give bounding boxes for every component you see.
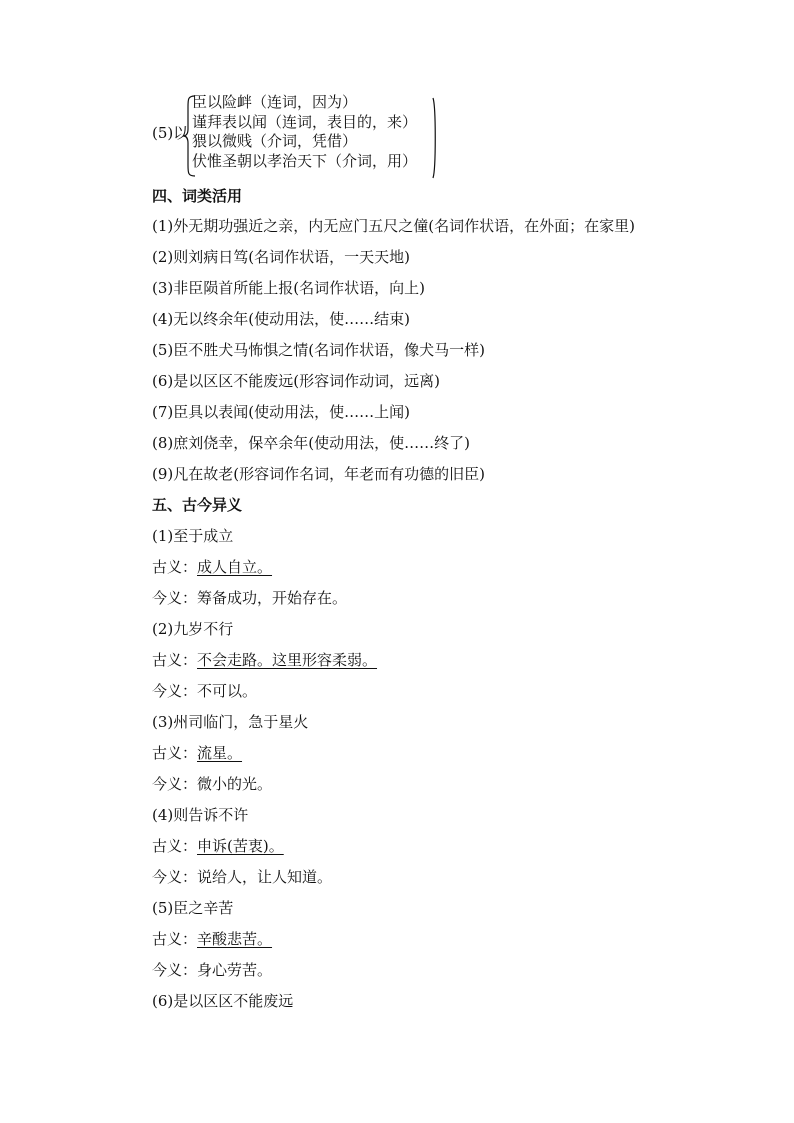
list-item: (2)则刘病日笃(名词作状语，一天天地)	[152, 248, 410, 266]
entry-title: (5)臣之辛苦	[152, 899, 234, 917]
gu-meaning-row	[152, 836, 284, 856]
yi-usage-lines	[192, 93, 417, 171]
gu-meaning: 辛酸悲苦。	[197, 930, 273, 948]
yi-usage-line: 臣以险衅（连词，因为）	[192, 93, 358, 111]
gu-meaning-row	[152, 557, 272, 577]
section-heading: 五、古今异义	[152, 496, 243, 514]
gu-label: 古义：	[152, 744, 198, 762]
jin-meaning-row	[152, 774, 272, 794]
jin-meaning: 身心劳苦。	[197, 961, 273, 979]
gu-meaning: 成人自立。	[197, 558, 273, 576]
yi-usage-line: 伏惟圣朝以孝治天下（介词，用）	[192, 151, 418, 170]
jin-label: 今义：	[152, 775, 198, 793]
jin-meaning-row	[152, 960, 272, 980]
gu-meaning: 流星。	[197, 744, 243, 762]
gu-meaning: 不会走路。这里形容柔弱。	[197, 651, 378, 669]
list-item: (8)庶刘侥幸，保卒余年(使动用法，使……终了)	[152, 434, 470, 452]
jin-meaning-row	[152, 867, 332, 887]
gu-label: 古义：	[152, 558, 198, 576]
section-heading: 四、词类活用	[152, 187, 243, 205]
list-item: (9)凡在故老(形容词作名词，年老而有功德的旧臣)	[152, 465, 485, 483]
gu-meaning: 申诉(苦衷)。	[197, 837, 284, 855]
right-bracket-line-icon	[432, 97, 438, 179]
jin-meaning-row	[152, 681, 257, 701]
list-item: (7)臣具以表闻(使动用法，使……上闻)	[152, 403, 410, 421]
list-item: (6)是以区区不能废远(形容词作动词，远离)	[152, 372, 440, 390]
yi-usage-line: 谨拜表以闻（连词，表目的，来）	[192, 112, 418, 131]
entry-title: (6)是以区区不能废远	[152, 992, 294, 1010]
gu-meaning-row	[152, 650, 377, 670]
gu-label: 古义：	[152, 837, 198, 855]
gu-label: 古义：	[152, 651, 198, 669]
list-item: (5)臣不胜犬马怖惧之情(名词作状语，像犬马一样)	[152, 341, 485, 359]
gu-meaning-row	[152, 743, 242, 763]
jin-meaning-row	[152, 588, 347, 608]
gu-meaning-row	[152, 929, 272, 949]
entry-title: (4)则告诉不许	[152, 806, 249, 824]
list-item: (3)非臣陨首所能上报(名词作状语，向上)	[152, 279, 425, 297]
jin-label: 今义：	[152, 682, 198, 700]
entry-title: (1)至于成立	[152, 527, 234, 545]
jin-meaning: 说给人，让人知道。	[197, 868, 333, 886]
jin-label: 今义：	[152, 961, 198, 979]
jin-meaning: 筹备成功，开始存在。	[197, 589, 348, 607]
jin-label: 今义：	[152, 868, 198, 886]
jin-meaning: 不可以。	[197, 682, 258, 700]
entry-title: (2)九岁不行	[152, 620, 234, 638]
list-item: (4)无以终余年(使动用法，使……结束)	[152, 310, 410, 328]
list-item: (1)外无期功强近之亲，内无应门五尺之僮(名词作状语，在外面；在家里)	[152, 217, 635, 235]
yi-usage-block	[152, 93, 452, 179]
yi-usage-line: 猥以微贱（介词，凭借）	[192, 132, 358, 150]
gu-label: 古义：	[152, 930, 198, 948]
entry-title: (3)州司临门，急于星火	[152, 713, 309, 731]
jin-meaning: 微小的光。	[197, 775, 273, 793]
jin-label: 今义：	[152, 589, 198, 607]
yi-usage-prefix: (5)以	[152, 124, 189, 142]
